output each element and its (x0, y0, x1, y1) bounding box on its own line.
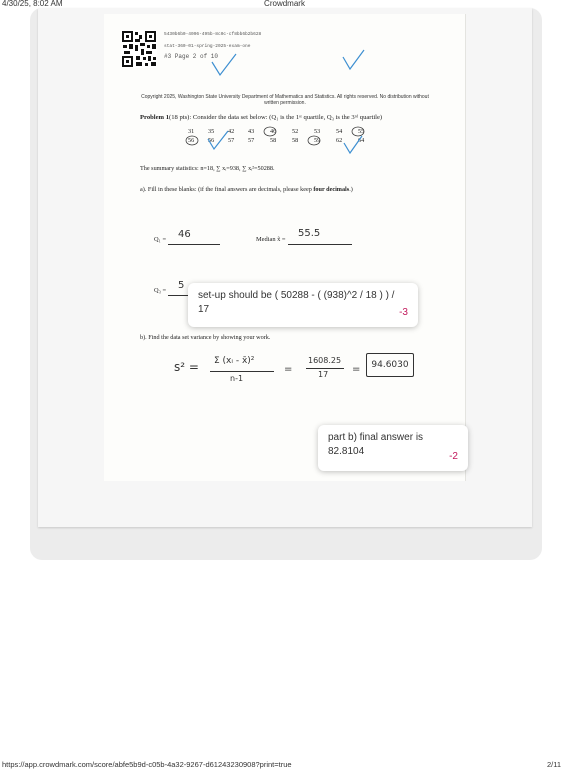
print-url[interactable]: https://app.crowdmark.com/score/abfe5b9d-c05b-4a32-9267-d61243230908?print=true (2, 760, 292, 769)
print-datetime: 4/30/25, 8:02 AM (2, 0, 63, 8)
equals-sign: = (352, 364, 361, 375)
data-value: 53 (314, 128, 321, 135)
q3-answer: 5 (178, 280, 185, 291)
problem-label: Problem 1 (140, 114, 169, 121)
comment-text: set-up should be ( 50288 - ( (938)^2 / 18 ) ) / 17 (198, 290, 395, 315)
handwritten-denominator-value: 17 (318, 370, 329, 379)
data-value: 46 (270, 128, 277, 135)
data-value: 57 (248, 137, 255, 144)
print-footer (0, 760, 569, 770)
median-label: Median x̃ = (256, 236, 286, 243)
data-value: 64 (358, 137, 365, 144)
part-b-instructions: b). Find the data set variance by showing your work. (140, 334, 271, 341)
median-blank (288, 244, 352, 245)
scanned-exam-page (104, 14, 466, 481)
boxed-final-answer: 94.6030 (366, 353, 414, 377)
data-value: 35 (208, 128, 215, 135)
print-title: Crowdmark (264, 0, 305, 8)
scan-id: 5430b6b0-4096-495b-8c0c-cf8bb6b2b628 (164, 32, 262, 37)
data-value: 56 (208, 137, 215, 144)
handwritten-numerator: Σ (xᵢ - x̄)² (214, 356, 255, 366)
median-answer: 55.5 (298, 228, 321, 239)
data-value: 54 (336, 128, 343, 135)
handwritten-variance-symbol: s² = (174, 360, 199, 374)
problem-points: (18 pts) (169, 114, 190, 121)
data-value: 59 (314, 137, 321, 144)
point-deduction: -2 (449, 451, 458, 462)
comment-text: part b) final answer is 82.8104 (328, 432, 424, 457)
grader-comment[interactable] (318, 425, 468, 471)
data-value: 62 (336, 137, 343, 144)
data-value: 52 (292, 128, 299, 135)
data-value: 56 (188, 137, 195, 144)
summary-statistics: The summary statistics: n=18, ∑ xᵢ=938, ∑ xᵢ²=50288. (140, 165, 275, 172)
data-value: 58 (270, 137, 277, 144)
problem-text: : Consider the data set below: (Q₁ is the 1ˢᵗ quartile, Q₃ is the 3ʳᵈ quartile) (189, 114, 383, 121)
handwritten-numerator-value: 1608.25 (308, 356, 342, 365)
part-a-emphasis: four decimals (313, 186, 350, 193)
exam-id: stat-360-01-spring-2025-exam-one (164, 44, 251, 49)
check-mark-icon (209, 52, 239, 78)
page-number: #3 Page 2 of 10 (164, 53, 219, 60)
data-value: 57 (228, 137, 235, 144)
q1-blank (168, 244, 220, 245)
check-mark-icon (342, 134, 364, 156)
q1-label: Q₁ = (154, 236, 167, 243)
q1-answer: 46 (178, 229, 191, 240)
equals-sign: = (284, 364, 293, 375)
part-a-instructions (140, 186, 460, 193)
data-value: 31 (188, 128, 195, 135)
part-a-end: .) (349, 186, 353, 193)
check-mark-icon (340, 48, 366, 72)
q3-label: Q₃ = (154, 287, 167, 294)
data-value: 42 (228, 128, 235, 135)
point-deduction: -3 (399, 307, 408, 318)
fraction-bar (306, 368, 344, 369)
grader-comment[interactable] (188, 283, 418, 327)
qr-code (121, 30, 157, 68)
data-value: 43 (248, 128, 255, 135)
copyright-notice: Copyright 2025, Washington State University Department of Mathematics and Statistics. All rights reserved. No distribution without written permission. (141, 94, 429, 106)
handwritten-denominator: n-1 (230, 374, 244, 383)
data-value: 58 (292, 137, 299, 144)
print-page-number: 2/11 (546, 760, 561, 769)
problem-statement (140, 114, 460, 121)
fraction-bar (210, 371, 274, 372)
part-a-text: a). Fill in these blanks: (if the final answers are decimals, please keep (140, 186, 312, 193)
data-value: 55 (358, 128, 365, 135)
